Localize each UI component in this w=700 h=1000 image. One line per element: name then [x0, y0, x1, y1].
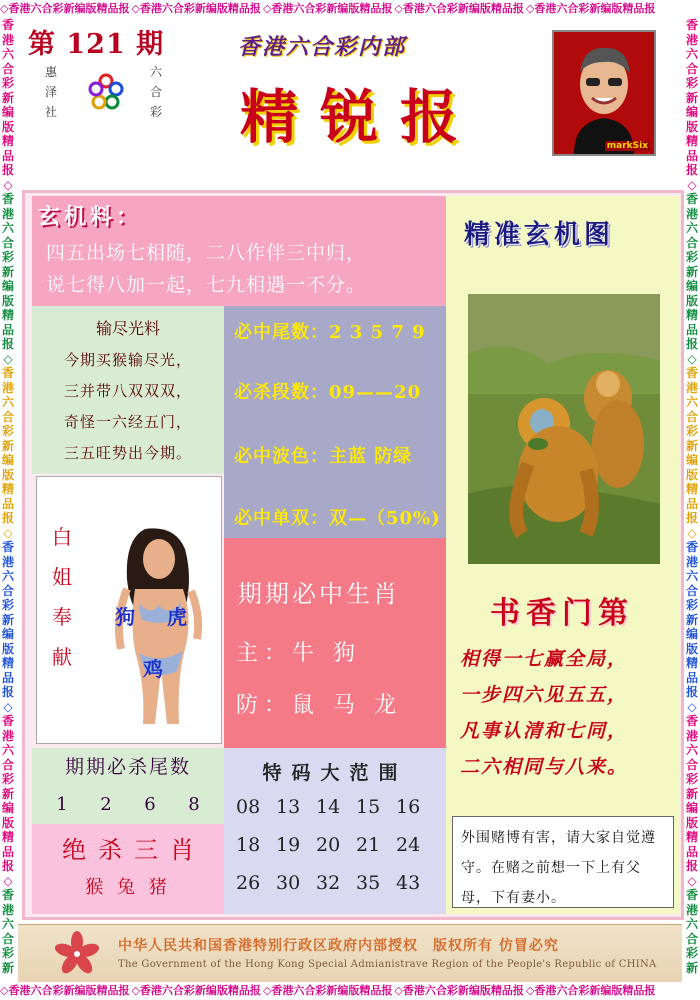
logo-char: 合 — [149, 85, 162, 99]
logo-left-text — [43, 62, 59, 122]
portrait-tag: markSix — [606, 141, 648, 151]
lady-zodiac: 狗 — [115, 605, 135, 629]
special-number: 20 — [316, 834, 341, 856]
subtitle: 香港六合彩内部 — [238, 34, 407, 60]
pick-range: 必杀段数：09——20 — [234, 382, 422, 403]
community-logo — [38, 62, 168, 122]
portrait-photo — [552, 30, 656, 156]
riddle-line: 四五出场七相随，二八作伴三中归， — [46, 242, 367, 264]
pic-title: 精准玄机图 — [464, 220, 615, 250]
kill-tail-number: 6 — [144, 794, 156, 815]
lady-vertical-text — [51, 517, 73, 677]
bauhinia-flower-icon — [54, 931, 100, 977]
logo-char: 泽 — [44, 85, 57, 99]
special-number: 08 — [236, 796, 261, 818]
right-column — [446, 196, 680, 914]
zodiac-guard: 防：鼠 马 龙 — [236, 693, 402, 718]
special-number: 35 — [356, 872, 381, 894]
book-title: 书香门第 — [490, 596, 634, 631]
special-number: 24 — [396, 834, 421, 856]
kill-three-animals: 猴 兔 猪 — [85, 877, 171, 898]
picks-panel — [224, 306, 446, 538]
zodiac-panel — [224, 538, 446, 748]
riddle-title: 玄机料： — [38, 204, 143, 230]
left-border-ribbon: 香 港 六 合 彩 新 编 版 精 品 报 ◇ 香 港 六 合 彩 新 编 版 精 品 报 ◇ 香 港 六 合 彩 新 编 版 精 品 报 ◇ 香 港 六 合 彩 新 编 版 精 品 报 ◇ 香 港 六 合 彩 新 编 版 精 品 报 ◇ 香 港 六 合 彩 新 — [0, 18, 16, 982]
header — [18, 18, 682, 196]
kill-tail-number: 2 — [100, 794, 112, 815]
kill-tail-numbers — [32, 794, 224, 815]
special-number: 16 — [396, 796, 421, 818]
zodiac-title: 期期必中生肖 — [238, 580, 400, 608]
book-line: 一步四六见五五， — [460, 684, 629, 706]
special-numbers-grid — [236, 796, 436, 894]
special-number: 21 — [356, 834, 381, 856]
special-number: 18 — [236, 834, 261, 856]
pick-color: 必中波色：主蓝 防绿 — [234, 446, 413, 467]
special-number: 13 — [276, 796, 301, 818]
special-number: 19 — [276, 834, 301, 856]
page-title: 精锐报 — [240, 83, 481, 151]
lady-char: 姐 — [52, 565, 72, 589]
riddle-panel — [32, 196, 446, 306]
lost-title: 输尽光料 — [95, 319, 160, 338]
lady-zodiac: 虎 — [167, 605, 187, 629]
special-title: 特码大范围 — [262, 762, 408, 784]
kill-tail-title: 期期必杀尾数 — [64, 756, 191, 778]
logo-char: 惠 — [44, 65, 57, 79]
pick-tail: 必中尾数：2 3 5 7 9 — [234, 322, 426, 343]
right-border-ribbon: 香 港 六 合 彩 新 编 版 精 品 报 ◇ 香 港 六 合 彩 新 编 版 精 品 报 ◇ 香 港 六 合 彩 新 编 版 精 品 报 ◇ 香 港 六 合 彩 新 编 版 精 品 报 ◇ 香 港 六 合 彩 新 编 版 精 品 报 ◇ 香 港 六 合 彩 新 — [684, 18, 700, 982]
book-line: 二六相同与八来。 — [460, 756, 629, 778]
kill-three-panel — [32, 824, 224, 914]
footer-banner — [18, 924, 682, 982]
lady-panel — [36, 476, 222, 744]
footer-english: The Government of the Hong Kong Special Admianistrave Region of the People's Republic of CHINA — [118, 959, 657, 970]
lady-char: 奉 — [52, 605, 72, 629]
book-line: 凡事认清和七同， — [460, 720, 629, 742]
footer-authorization: 中华人民共和国香港特别行政区政府内部授权 版权所有 仿冒必究 — [118, 938, 559, 954]
person-icon — [554, 32, 654, 154]
gambling-notice: 外围赌博有害，请大家自觉遵守。在赌之前想一下上有父母，下有妻小。 — [452, 816, 674, 908]
kill-three-title: 绝杀三肖 — [62, 836, 206, 864]
lotus-logo-icon — [86, 72, 126, 112]
lost-line: 三并带八双双双， — [63, 382, 192, 400]
special-number: 32 — [316, 872, 341, 894]
logo-char: 六 — [149, 65, 162, 79]
kill-tail-number: 8 — [188, 794, 200, 815]
kill-tail-number: 1 — [56, 794, 68, 815]
top-border-ribbon: ◇香港六合彩新编版精品报 ◇香港六合彩新编版精品报 ◇香港六合彩新编版精品报 ◇香港六合彩新编版精品报 ◇香港六合彩新编版精品报 — [0, 0, 700, 18]
logo-right-text — [148, 62, 164, 122]
lady-char: 献 — [52, 645, 72, 669]
special-number: 26 — [236, 872, 261, 894]
logo-char: 彩 — [149, 105, 162, 119]
lost-line: 今期买猴输尽光， — [63, 351, 192, 369]
pick-odd-even: 必中单双：双—（50%) — [234, 508, 441, 529]
lady-char: 白 — [52, 525, 72, 549]
lost-line: 三五旺势出今期。 — [63, 444, 192, 462]
lost-line: 奇怪一六经五门， — [63, 413, 192, 431]
special-panel — [224, 748, 446, 914]
logo-char: 社 — [44, 105, 57, 119]
lost-panel — [32, 306, 224, 474]
issue-number: 第 121 期 — [28, 29, 165, 60]
special-number: 30 — [276, 872, 301, 894]
special-number: 15 — [356, 796, 381, 818]
riddle-line: 说七得八加一起，七九相遇一不分。 — [46, 274, 367, 296]
book-line: 相得一七赢全局， — [460, 648, 629, 670]
kill-tail-panel — [32, 748, 224, 824]
lady-zodiac: 鸡 — [143, 657, 163, 681]
zodiac-main: 主：牛 狗 — [236, 641, 361, 666]
special-number: 43 — [396, 872, 421, 894]
monkey-photo — [468, 294, 660, 564]
bottom-border-ribbon: ◇香港六合彩新编版精品报 ◇香港六合彩新编版精品报 ◇香港六合彩新编版精品报 ◇香港六合彩新编版精品报 ◇香港六合彩新编版精品报 — [0, 982, 700, 1000]
special-number: 14 — [316, 796, 341, 818]
monkey-image-icon — [468, 294, 660, 564]
